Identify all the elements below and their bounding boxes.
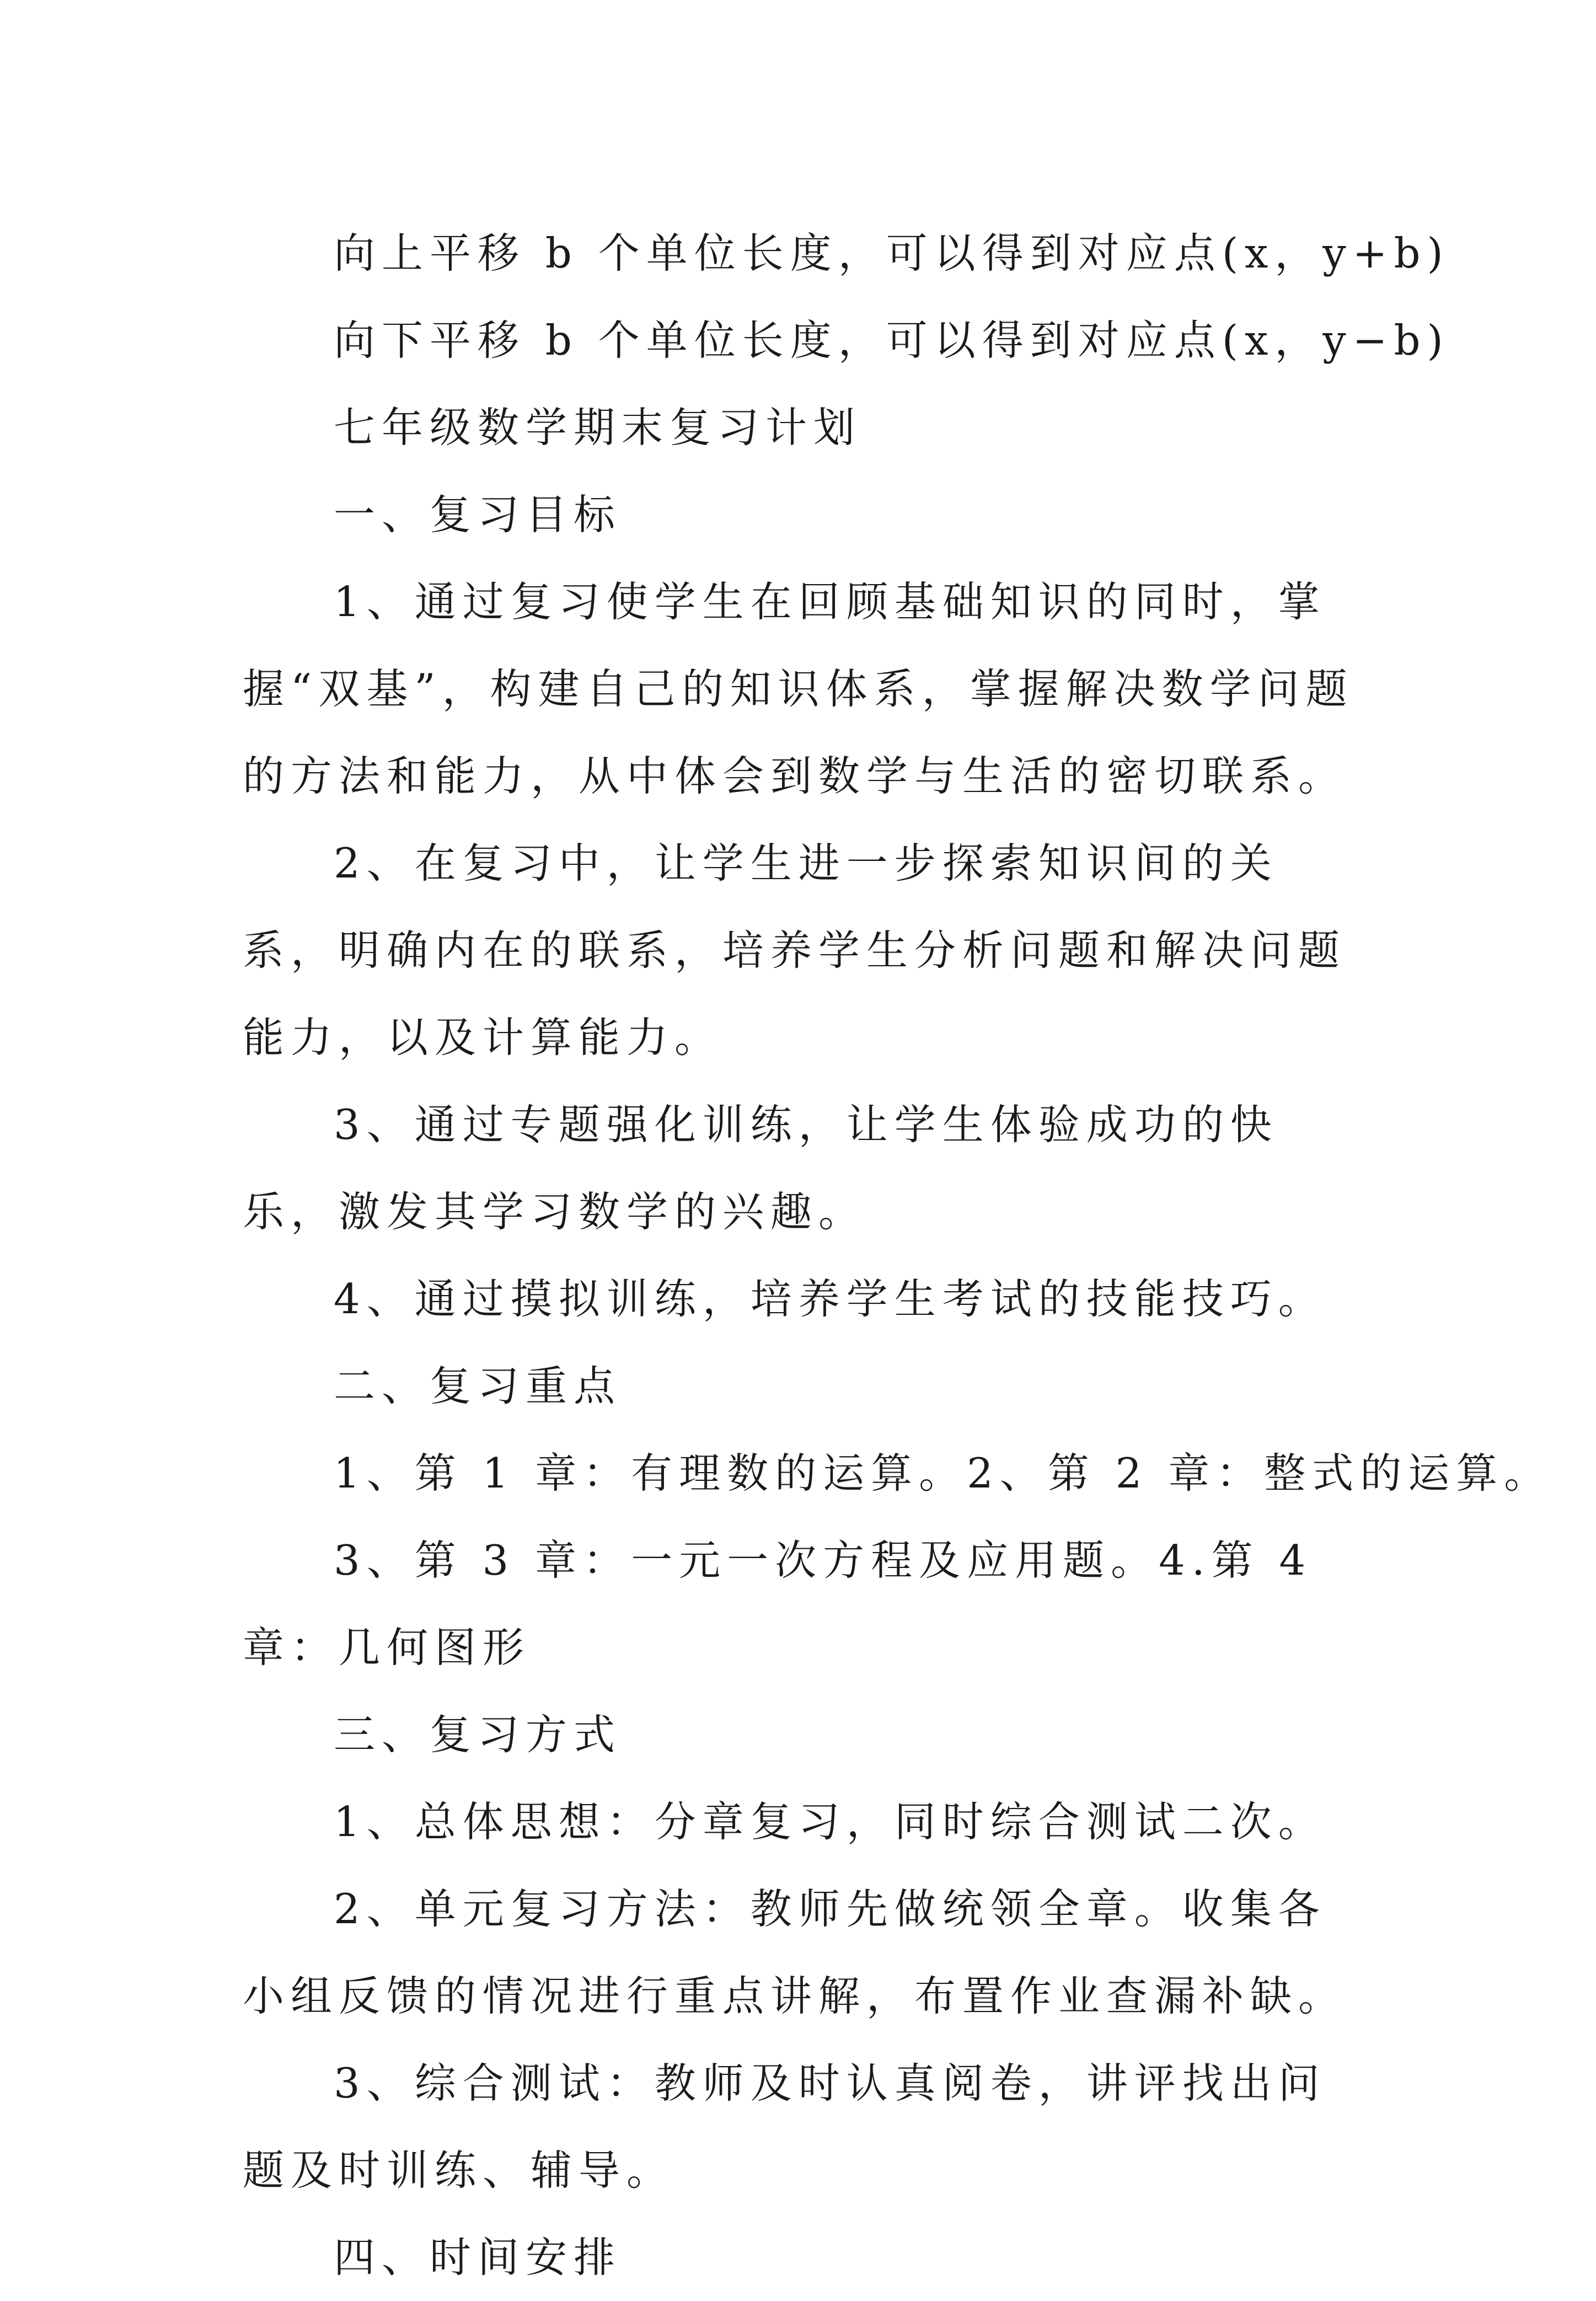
paragraph-translate-down: 向下平移 b 个单位长度，可以得到对应点(x，y−b) [334,316,1450,365]
section-heading-focus: 二、复习重点 [334,1362,622,1410]
method-item-1: 1、总体思想：分章复习，同时综合测试二次。 [334,1797,1326,1846]
section-heading-schedule: 四、时间安排 [334,2233,622,2282]
section-heading-method: 三、复习方式 [334,1710,622,1759]
paragraph-translate-up: 向上平移 b 个单位长度，可以得到对应点(x，y+b) [334,229,1450,277]
focus-item-1-2: 1、第 1 章：有理数的运算。2、第 2 章：整式的运算。 [334,1449,1552,1497]
goal-item-2: 2、在复习中，让学生进一步探索知识间的关系，明确内在的联系，培养学生分析问题和解决问题能力，以及计算能力。 [243,839,1347,1062]
method-item-3: 3、综合测试：教师及时认真阅卷，讲评找出问题及时训练、辅导。 [243,2059,1326,2195]
section-heading-goals: 一、复习目标 [334,490,622,539]
goal-item-3: 3、通过专题强化训练，让学生体验成功的快乐，激发其学习数学的兴趣。 [243,1100,1278,1236]
goal-item-4: 4、通过摸拟训练，培养学生考试的技能技巧。 [334,1275,1326,1323]
goal-item-1: 1、通过复习使学生在回顾基础知识的同时，掌握“双基”，构建自己的知识体系，掌握解决数学问题的方法和能力，从中体会到数学与生活的密切联系。 [243,577,1354,800]
document-title: 七年级数学期末复习计划 [334,403,862,452]
document-page [243,210,1552,2301]
focus-item-3-4: 3、第 3 章：一元一次方程及应用题。4.第 4 章：几何图形 [243,1536,1313,1672]
method-item-2: 2、单元复习方法：教师先做统领全章。收集各小组反馈的情况进行重点讲解，布置作业查漏补缺。 [243,1885,1347,2020]
